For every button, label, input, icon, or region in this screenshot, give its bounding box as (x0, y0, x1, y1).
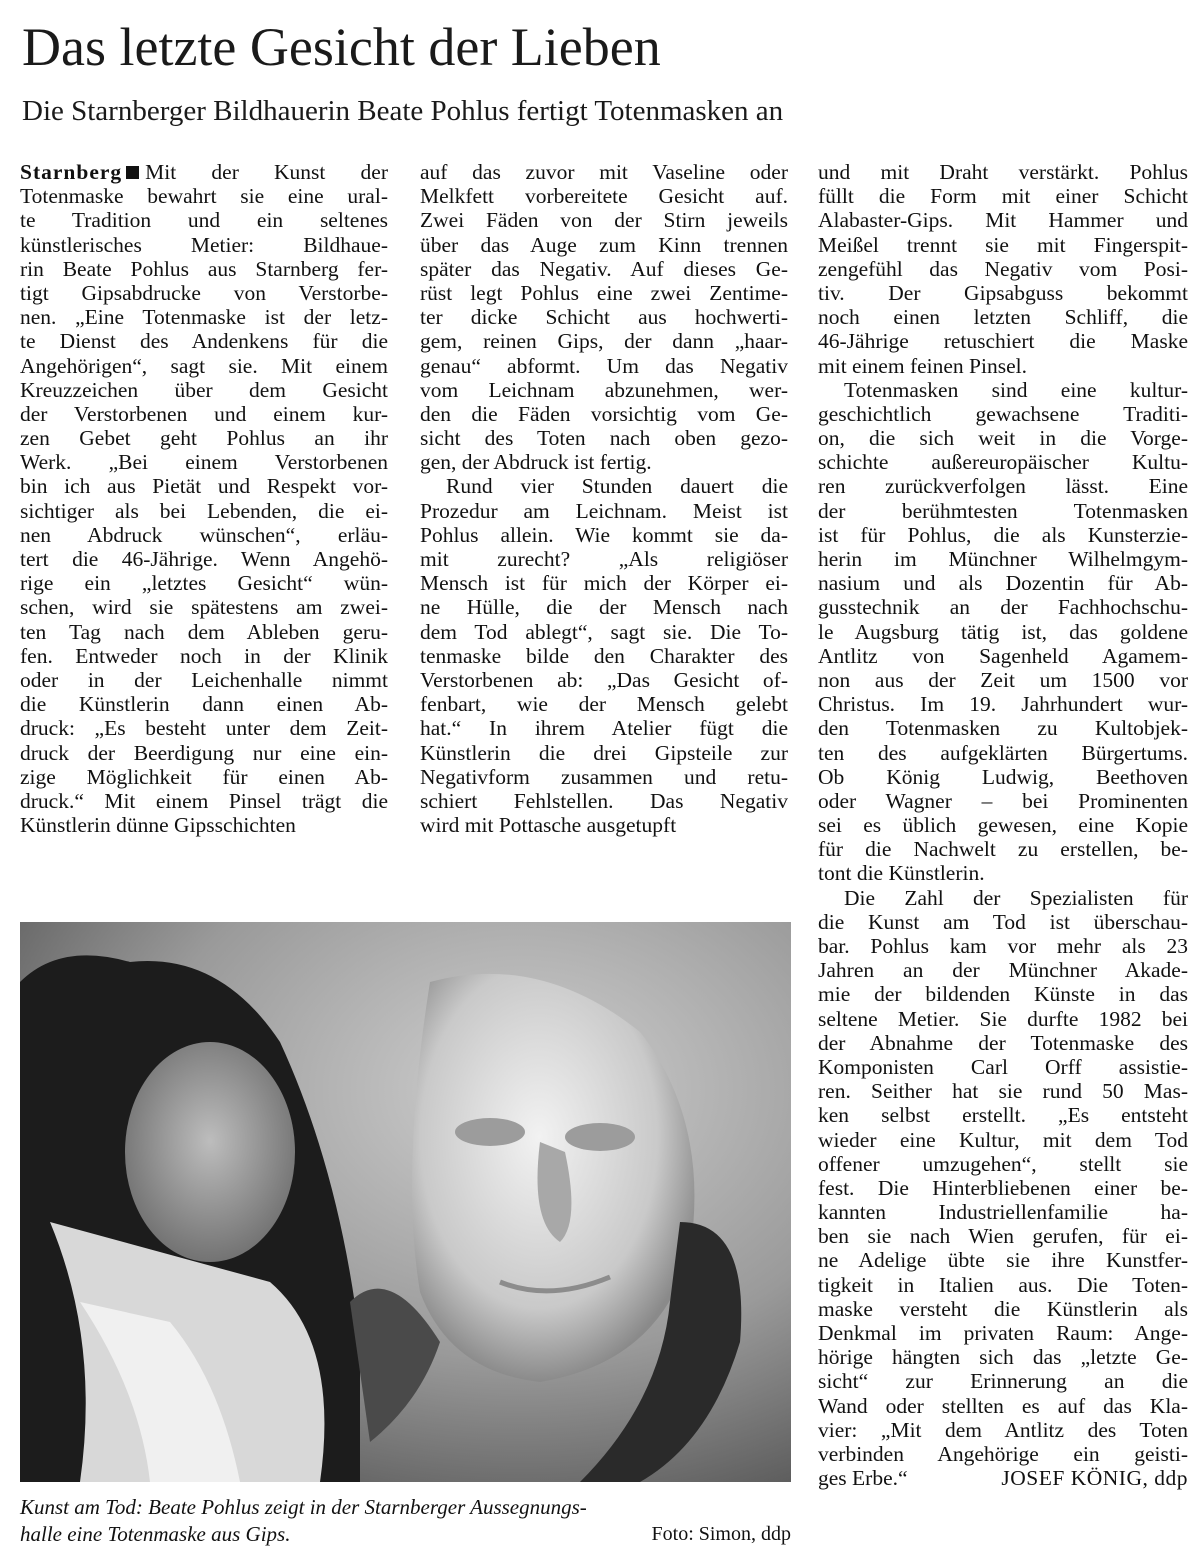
photo-credit: Foto: Simon, ddp (651, 1523, 791, 1545)
text-line: ne Adelige übte sie ihre Kunstfer- (818, 1248, 1188, 1273)
text-line: schen, wird sie spätestens am zwei- (20, 595, 388, 620)
text-line: druck der Beerdigung nur eine ein- (20, 740, 388, 765)
text-line: auf das zuvor mit Vaseline oder (420, 160, 788, 184)
text-line: gusstechnik an der Fachhochschu- (818, 595, 1188, 620)
text-line: Wand oder stellten es auf das Kla- (818, 1393, 1188, 1418)
text-line: ter dicke Schicht aus hochwerti- (420, 305, 788, 330)
text-line: und mit Draht verstärkt. Pohlus (818, 160, 1188, 184)
text-line: le Augsburg tätig ist, das goldene (818, 619, 1188, 644)
text-line: bin ich aus Pietät und Respekt vor- (20, 474, 388, 499)
dateline-square-icon (126, 166, 139, 179)
text-line: Werk. „Bei einem Verstorbenen (20, 450, 388, 475)
text-line: Pohlus allein. Wie kommt sie da- (420, 522, 788, 547)
article-column-3 (818, 160, 1188, 1490)
text-line: Melkfett vorbereitete Gesicht auf. (420, 184, 788, 209)
dateline: Starnberg (20, 160, 123, 184)
text-line: sicht des Toten nach oben gezo- (420, 426, 788, 451)
article-column-2 (420, 160, 788, 837)
text-line: Ob König Ludwig, Beethoven (818, 764, 1188, 789)
text-line: sei es üblich gewesen, eine Kopie (818, 813, 1188, 838)
text-line: der Verstorbenen und einem kur- (20, 401, 388, 426)
text-line: über das Auge zum Kinn trennen (420, 232, 788, 257)
text-line: zige Möglichkeit für einen Ab- (20, 764, 388, 789)
text-line: später das Negativ. Auf dieses Ge- (420, 256, 788, 281)
text-line: te Dienst des Andenkens für die (20, 329, 388, 354)
photo-caption (20, 1494, 791, 1548)
text-line: Totenmaske bewahrt sie eine ural- (20, 184, 388, 209)
text-line: der berühmtesten Totenmasken (818, 498, 1188, 523)
text-line: oder in der Leichenhalle nimmt (20, 667, 388, 692)
text-line: Künstlerin die drei Gipsteile zur (420, 740, 788, 765)
text-line: mie der bildenden Künste in das (818, 982, 1188, 1007)
text-line: fenbart, wie der Mensch gelebt (420, 692, 788, 717)
text-line: den die Fäden vorsichtig vom Ge- (420, 401, 788, 426)
text-line: mit einem feinen Pinsel. (818, 353, 1027, 378)
text-line: hat.“ In ihrem Atelier fügt die (420, 716, 788, 741)
text-line: Alabaster-Gips. Mit Hammer und (818, 208, 1188, 233)
text-line: gem, reinen Gips, der dann „haar- (420, 329, 788, 354)
text-line: non aus der Zeit um 1500 vor (818, 667, 1188, 692)
caption-line-1: Kunst am Tod: Beate Pohlus zeigt in der Starnberger Aussegnungs- (20, 1495, 587, 1519)
text-line: 46-Jährige retuschiert die Maske (818, 329, 1188, 354)
text-line: ren. Seither hat sie rund 50 Mas- (818, 1079, 1188, 1104)
text-line: herin im Münchner Wilhelmgym- (818, 547, 1188, 571)
text-line: fest. Die Hinterbliebenen einer be- (818, 1175, 1188, 1200)
text-line: zen Gebet geht Pohlus an ihr (20, 426, 388, 451)
text-line: ren zurückverfolgen lässt. Eine (818, 474, 1188, 499)
text-line: füllt die Form mit einer Schicht (818, 184, 1188, 209)
text-line: rüst legt Pohlus eine zwei Zentime- (420, 280, 788, 305)
text-line: nen Abdruck wünschen“, erläu- (20, 522, 388, 547)
text-line: Angehörigen“, sagt sie. Mit einem (20, 353, 388, 378)
text-line: wieder eine Kultur, mit dem Tod (818, 1127, 1188, 1152)
text-line: dem Tod ablegt“, sagt sie. Die To- (420, 619, 788, 644)
text-line: Die Zahl der Spezialisten für (844, 885, 1188, 910)
text-line: noch einen letzten Schliff, die (818, 305, 1188, 330)
text-line: Negativform zusammen und retu- (420, 764, 788, 789)
text-line: vom Leichnam abzunehmen, wer- (420, 377, 788, 402)
article-column-1 (20, 160, 388, 837)
text-line: geschichtlich gewachsene Traditi- (818, 401, 1188, 426)
text-line: rige ein „letztes Gesicht“ wün- (20, 571, 388, 596)
text-line: Meißel trennt sie mit Fingerspit- (818, 232, 1188, 257)
text-line: tiv. Der Gipsabguss bekommt (818, 280, 1188, 305)
text-line: künstlerisches Metier: Bildhaue- (20, 232, 388, 257)
text-line: sichtiger als bei Lebenden, die ei- (20, 498, 388, 523)
text-line: ben sie nach Wien gerufen, für ei- (818, 1224, 1188, 1249)
headline: Das letzte Gesicht der Lieben (22, 17, 661, 77)
text-line: ten Tag nach dem Ableben geru- (20, 619, 388, 644)
text-line: te Tradition und ein seltenes (20, 208, 388, 233)
text-line: ne Hülle, die der Mensch nach (420, 595, 788, 620)
text-line: sicht“ zur Erinnerung an die (818, 1369, 1188, 1394)
text-line: ges Erbe.“ JOSEF KÖNIG, ddp (818, 1466, 1188, 1491)
text-line: tenmaske bilde den Charakter des (420, 643, 788, 668)
text-line: maske versteht die Künstlerin als (818, 1296, 1188, 1321)
text-line: schichte außereuropäischer Kultu- (818, 450, 1188, 475)
text-line: mit zurecht? „Als religiöser (420, 547, 788, 571)
text-line: Totenmasken sind eine kultur- (844, 377, 1188, 402)
text-line: gen, der Abdruck ist fertig. (420, 450, 652, 475)
text-line: hörige hängten sich das „letzte Ge- (818, 1345, 1188, 1370)
text-line: druck: „Es besteht unter dem Zeit- (20, 716, 388, 741)
text-line: verbinden Angehörige ein geisti- (818, 1441, 1188, 1466)
text-line: kannten Industriellenfamilie ha- (818, 1200, 1188, 1225)
text-line: druck.“ Mit einem Pinsel trägt die (20, 788, 388, 813)
caption-line-2: halle eine Totenmaske aus Gips. (20, 1522, 291, 1546)
text-line: schiert Fehlstellen. Das Negativ (420, 788, 788, 813)
text-line: Komponisten Carl Orff assistie- (818, 1054, 1188, 1079)
text-line: der Abnahme der Totenmaske des (818, 1030, 1188, 1055)
text-line: nen. „Eine Totenmaske ist der letz- (20, 305, 388, 330)
text-line: fen. Entweder noch in der Klinik (20, 643, 388, 668)
author-byline: JOSEF KÖNIG, ddp (1001, 1466, 1188, 1491)
text-line: ten des aufgeklärten Bürgertums. (818, 740, 1188, 765)
text-line: Mensch ist für mich der Körper ei- (420, 571, 788, 596)
text-line: zengefühl das Negativ vom Posi- (818, 256, 1188, 281)
text-line: Jahren an der Münchner Akade- (818, 958, 1188, 983)
text-line: offener umzugehen“, stellt sie (818, 1151, 1188, 1176)
photo-sculptor-with-death-mask (20, 922, 791, 1482)
text-line: tont die Künstlerin. (818, 861, 985, 886)
text-line: Denkmal im privaten Raum: Ange- (818, 1321, 1188, 1345)
text-line: vier: „Mit dem Antlitz des Toten (818, 1417, 1188, 1442)
text-line: die Kunst am Tod ist überschau- (818, 909, 1188, 934)
text-line: tigt Gipsabdrucke von Verstorbe- (20, 280, 388, 305)
text-line: genau“ abformt. Um das Negativ (420, 353, 788, 378)
text-line: tigkeit in Italien aus. Die Toten- (818, 1272, 1188, 1297)
text-line: seltene Metier. Sie durfte 1982 bei (818, 1006, 1188, 1031)
text-line: für die Nachwelt zu erstellen, be- (818, 837, 1188, 862)
text-line: Prozedur am Leichnam. Meist ist (420, 498, 788, 523)
text-line: tert die 46-Jährige. Wenn Angehö- (20, 547, 388, 571)
text-line: ken selbst erstellt. „Es entsteht (818, 1103, 1188, 1128)
text-line: ist für Pohlus, die als Kunsterzie- (818, 522, 1188, 547)
text-line: die Künstlerin dann einen Ab- (20, 692, 388, 717)
text-line: Starnberg Mit der Kunst der (20, 160, 388, 184)
text-line: bar. Pohlus kam vor mehr als 23 (818, 934, 1188, 958)
text-line: Kreuzzeichen über dem Gesicht (20, 377, 388, 402)
text-line: Künstlerin dünne Gipsschichten (20, 813, 296, 838)
text-line: Christus. Im 19. Jahrhundert wur- (818, 692, 1188, 717)
text-line: Zwei Fäden von der Stirn jeweils (420, 208, 788, 233)
text-line: Rund vier Stunden dauert die (446, 474, 788, 499)
text-line: Verstorbenen ab: „Das Gesicht of- (420, 667, 788, 692)
text-line: wird mit Pottasche ausgetupft (420, 813, 677, 838)
subheadline: Die Starnberger Bildhauerin Beate Pohlus fertigt Totenmasken an (22, 95, 784, 127)
text-line: on, die sich weit in die Vorge- (818, 426, 1188, 451)
text-line: Antlitz von Sagenheld Agamem- (818, 643, 1188, 668)
text-line: nasium und als Dozentin für Ab- (818, 571, 1188, 596)
text-line: oder Wagner – bei Prominenten (818, 788, 1188, 813)
text-line: den Totenmasken zu Kultobjek- (818, 716, 1188, 741)
text-line: rin Beate Pohlus aus Starnberg fer- (20, 256, 388, 281)
